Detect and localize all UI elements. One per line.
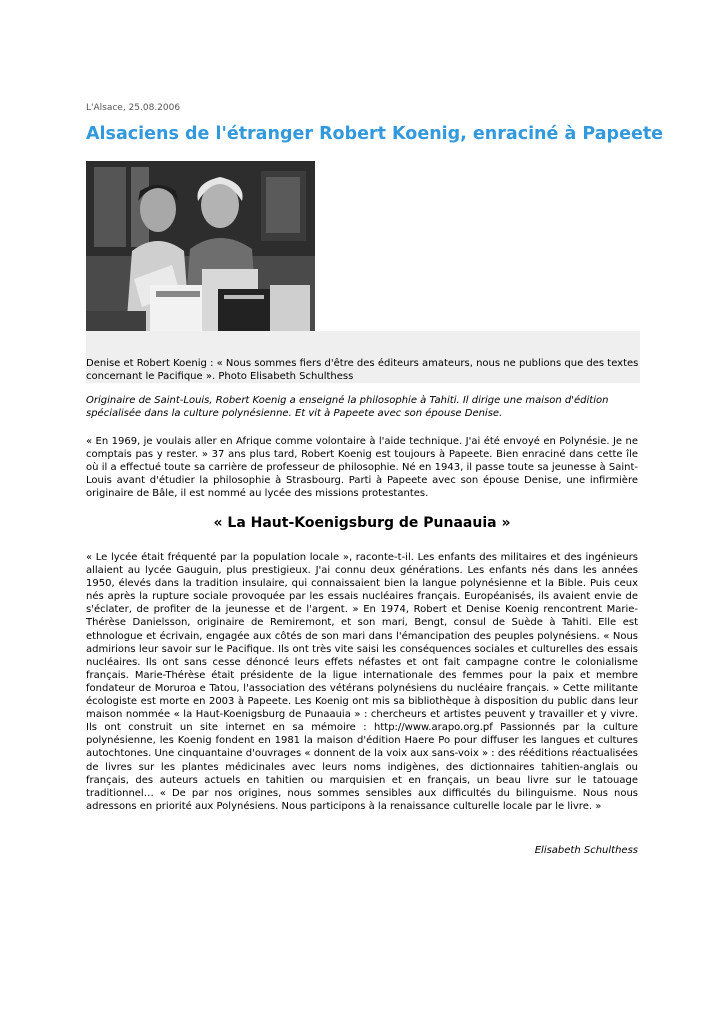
article-source: L'Alsace, 25.08.2006 [86,103,181,113]
article-author: Elisabeth Schulthess [534,845,638,856]
article-intro: Originaire de Saint-Louis, Robert Koenig a enseigné la philosophie à Tahiti. Il dirige une maison d'édition spécialisée dans la culture polynésienne. Et vit à Papeete avec son épouse Denise. [86,395,609,419]
paragraph-1: « En 1969, je voulais aller en Afrique comme volontaire à l'aide technique. J'ai été envoyé en Polynésie. Je ne comptais pas y rester. » 37 ans plus tard, Robert Koenig est toujours à Papeete. Bien enraciné dans cette île où il a effectué toute sa carrière de professeur de philosophie. Né en 1943, il passe toute sa jeunesse à Saint-Louis avant d'étudier la philosophie à Strasbourg. Parti à Papeete avec son épouse Denise, une infirmière originaire de Bâle, il est nommé au lycée des missions protestantes. [86,436,638,499]
article-photo [86,161,315,331]
photo-caption: Denise et Robert Koenig : « Nous sommes fiers d'être des éditeurs amateurs, nous ne publions que des textes concernant le Pacifique ». Photo Elisabeth Schulthess [86,358,639,382]
photo-illustration [86,161,315,331]
article-title: Alsaciens de l'étranger Robert Koenig, enraciné à Papeete [86,124,664,144]
paragraph-2: « Le lycée était fréquenté par la population locale », raconte-t-il. Les enfants des militaires et des ingénieurs allaient au lycée Gauguin, plus prestigieux. J'ai connu deux générations. Les enfants nés dans les années 1950, élevés dans la tradition insulaire, qui connaissaient bien la langue polynésienne et la Bible. Puis ceux nés après la rupture sociale provoquée par les essais nucléaires français. Européanisés, ils avaient envie de s'éclater, de profiter de la jeunesse et de l'argent. » En 1974, Robert et Denise Koenig rencontrent Marie-Thérèse Danielsson, originaire de Remiremont, et son mari, Bengt, consul de Suède à Tahiti. Elle est ethnologue et écrivain, engagée aux côtés de son mari dans l'émancipation des peuples polynésiens. « Nous admirions leur savoir sur le Pacifique. Ils ont très vite saisi les conséquences sociales et culturelles des essais nucléaires. Ils ont sans cesse dénoncé leurs effets néfastes et ont fait campagne contre le colonialisme français. Marie-Thérèse était présidente de la ligue internationale des femmes pour la paix et membre fondateur de Moruroa e Tatou, l'association des vétérans polynésiens du nucléaire français. » Cette militante écologiste est morte en 2003 à Papeete. Les Koenig ont mis sa bibliothèque à disposition du public dans leur maison nommée « la Haut-Koenigsburg de Punaauia » : chercheurs et artistes peuvent y travailler et y vivre. Ils ont construit un site internet en sa mémoire : http://www.arapo.org.pf Passionnés par la culture polynésienne, les Koenig fondent en 1981 la maison d'édition Haere Po pour diffuser les langues et cultures autochtones. Une cinquantaine d'ouvrages « donnent de la voix aux sans-voix » : des rééditions réactualisées de livres sur les plantes médicinales avec leurs noms indigènes, des dictionnaires tahitien-anglais ou français, des auteurs actuels en tahitien ou marquisien et en français, un beau livre sur le tatouage traditionnel… « De par nos origines, nous sommes sensibles aux difficultés du bilinguisme. Nous nous adressons en priorité aux Polynésiens. Nous participons à la renaissance culturelle locale par le livre. » [86,552,638,812]
section-heading: « La Haut-Koenigsburg de Punaauia » [213,515,511,531]
